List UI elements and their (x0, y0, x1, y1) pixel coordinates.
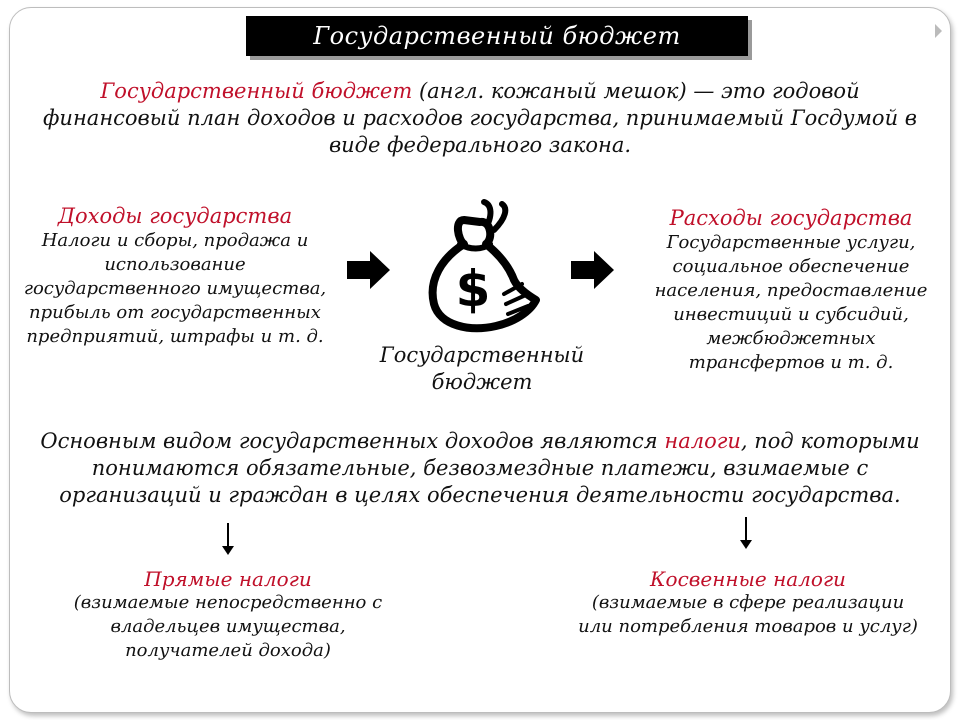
income-text: Налоги и сборы, продажа и использование государственного имущества, прибыль от государственных предприятий, штрафы и т. д. (23, 230, 327, 347)
indirect-taxes-text: (взимаемые в сфере реализации или потребления товаров и услуг) (578, 592, 918, 637)
right-arrow-icon (344, 248, 394, 292)
definition-paragraph (40, 78, 920, 159)
taxes-paragraph (30, 428, 930, 509)
taxes-text-after: , под которыми понимаются обязательные, безвозмездные платежи, взимаемые с организаций и граждан в целях обеспечения деятельности государства. (59, 429, 920, 507)
money-bag-icon (424, 198, 544, 338)
expense-text: Государственные услуги, социальное обеспечение населения, предоставление инвестиций и субсидий, межбюджетных трансфертов и т. д. (654, 232, 928, 373)
slide-title: Государственный бюджет (246, 16, 748, 56)
expense-block (636, 205, 946, 375)
direct-taxes-text: (взимаемые непосредственно с владельцев имущества, получателей дохода) (73, 592, 383, 661)
indirect-taxes-block (578, 567, 918, 639)
direct-taxes-block (58, 567, 398, 663)
corner-triangle-icon (935, 24, 942, 38)
definition-term: Государственный бюджет (100, 79, 413, 103)
down-arrow-icon (221, 522, 235, 556)
taxes-text-before: Основным видом государственных доходов являются (40, 429, 665, 453)
right-arrow-icon (568, 248, 618, 292)
down-arrow-icon (739, 516, 753, 550)
expense-title: Расходы государства (669, 206, 913, 230)
income-block (20, 203, 330, 349)
income-title: Доходы государства (57, 204, 293, 228)
budget-label: Государственный бюджет (379, 343, 585, 394)
taxes-highlight: налоги (664, 429, 741, 453)
indirect-taxes-title: Косвенные налоги (650, 567, 846, 591)
definition-text: (англ. кожаный мешок) — это годовой финансовый план доходов и расходов государства, принимаемый Госдумой в виде федерального закона. (43, 79, 917, 157)
direct-taxes-title: Прямые налоги (144, 567, 312, 591)
svg-text:$: $ (455, 260, 491, 318)
